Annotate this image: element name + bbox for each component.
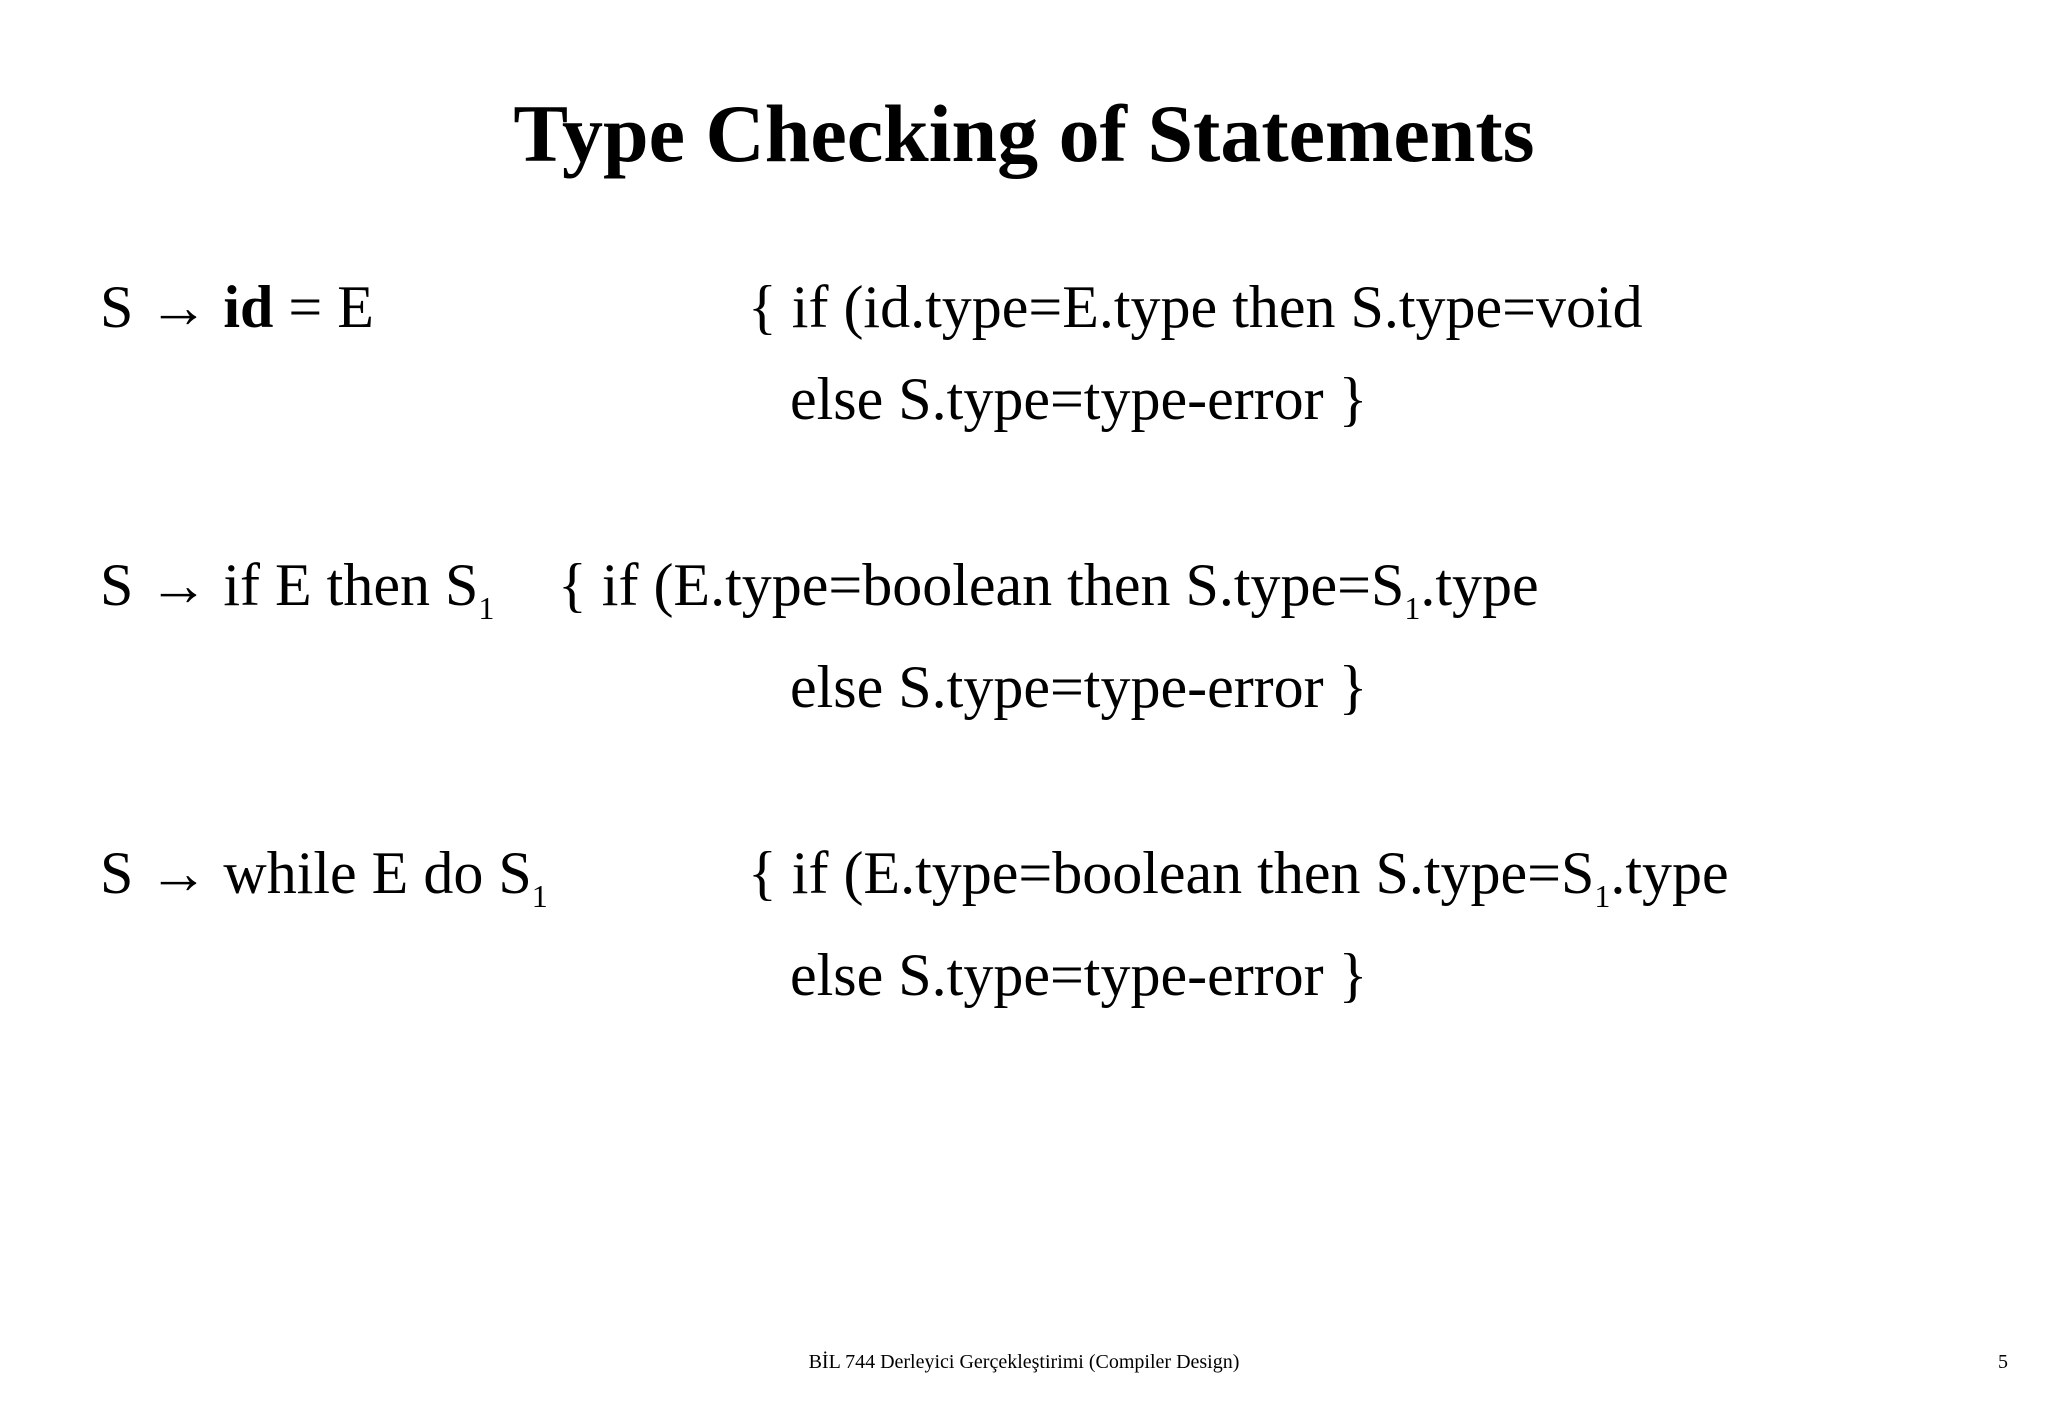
rule-2-production [100, 550, 494, 629]
slide-title: Type Checking of Statements [513, 88, 1535, 179]
rule-3-production [100, 838, 548, 917]
rule-3-action-line-2: else S.type=type-error } [790, 942, 1368, 1008]
rule-1-action-line-2: else S.type=type-error } [790, 366, 1368, 432]
rule-3-action-line-1 [748, 838, 1729, 917]
rule-3-action-subscript: 1 [1594, 878, 1611, 914]
rule-3-action-pre: { if (E.type=boolean then S.type=S [748, 840, 1595, 906]
rule-2-lhs: S → if E then S [100, 552, 479, 618]
rule-2-action-line-2: else S.type=type-error } [790, 654, 1368, 720]
rule-2-subscript: 1 [478, 590, 495, 626]
rule-2-action-line-1 [558, 550, 1539, 629]
rule-1-rest: = E [273, 274, 374, 340]
rule-3-lhs: S → while E do S [100, 840, 532, 906]
rule-1-id-keyword: id [223, 274, 274, 340]
rule-2-action-post: .type [1420, 552, 1539, 618]
rule-2-action-subscript: 1 [1404, 590, 1421, 626]
rule-3-action-post: .type [1610, 840, 1729, 906]
rule-3-subscript: 1 [531, 878, 548, 914]
rule-1-lhs: S → [100, 274, 224, 340]
rule-1-production [100, 272, 374, 342]
rule-1-action-line-1: { if (id.type=E.type then S.type=void [748, 274, 1643, 340]
rule-2-action-pre: { if (E.type=boolean then S.type=S [558, 552, 1405, 618]
page-number: 5 [1998, 1351, 2008, 1373]
footer-course-title: BİL 744 Derleyici Gerçekleştirimi (Compiler Design) [808, 1351, 1240, 1373]
